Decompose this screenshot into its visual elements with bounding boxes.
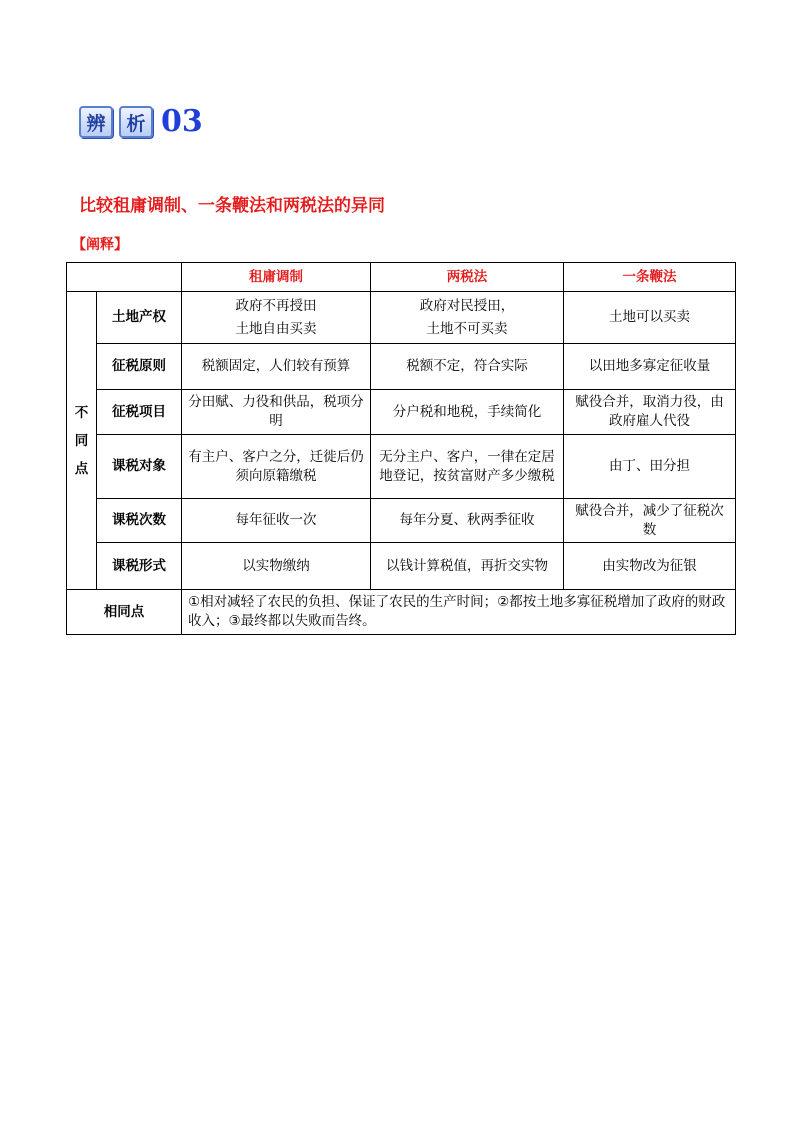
comparison-table [66,262,736,635]
column-header: 两税法 [371,263,564,292]
table-cell: 每年征收一次 [182,499,371,543]
table-cell: 每年分夏、秋两季征收 [371,499,564,543]
table-cell: 有主户、客户之分，迁徙后仍须向原籍缴税 [182,435,371,499]
table-cell: 税额固定，人们较有预算 [182,344,371,390]
table-row [67,292,736,344]
table-cell: 赋役合并，减少了征税次数 [564,499,736,543]
table-header-row [67,263,736,292]
table-row [67,543,736,590]
table-row [67,499,736,543]
table-row [67,590,736,635]
table-cell: 分田赋、力役和供品，税项分明 [182,390,371,435]
table-cell: 赋役合并，取消力役，由政府雇人代役 [564,390,736,435]
table-cell: 政府对民授田， 土地不可买卖 [371,292,564,344]
table-row [67,344,736,390]
section-tag: 【阐释】 [72,237,128,253]
table-cell: 土地可以买卖 [564,292,736,344]
table-row [67,435,736,499]
group-label: 不 同 点 [67,292,97,590]
section-badge [79,106,203,138]
table-row [67,390,736,435]
table-cell: 以钱计算税值，再折交实物 [371,543,564,590]
table-cell: 由实物改为征银 [564,543,736,590]
same-points-label: 相同点 [67,590,182,635]
row-label: 征税项目 [97,390,182,435]
table-cell: 以田地多寡定征收量 [564,344,736,390]
table-cell: 以实物缴纳 [182,543,371,590]
same-points-text: ①相对减轻了农民的负担、保证了农民的生产时间；②都按土地多寡征税增加了政府的财政收入；③最终都以失败而告终。 [182,590,736,635]
table-cell: 由丁、田分担 [564,435,736,499]
badge-number: 03 [161,104,203,139]
table-cell: 无分主户、客户，一律在定居地登记，按贫富财产多少缴税 [371,435,564,499]
row-label: 课税次数 [97,499,182,543]
header-empty-cell [67,263,182,292]
badge-char-2: 析 [119,106,153,138]
badge-char-1: 辨 [79,106,113,138]
row-label: 课税对象 [97,435,182,499]
row-label: 课税形式 [97,543,182,590]
row-label: 土地产权 [97,292,182,344]
table-cell: 税额不定，符合实际 [371,344,564,390]
column-header: 租庸调制 [182,263,371,292]
row-label: 征税原则 [97,344,182,390]
table-cell: 分户税和地税，手续简化 [371,390,564,435]
table-cell: 政府不再授田 土地自由买卖 [182,292,371,344]
page-title: 比较租庸调制、一条鞭法和两税法的异同 [79,196,385,216]
column-header: 一条鞭法 [564,263,736,292]
